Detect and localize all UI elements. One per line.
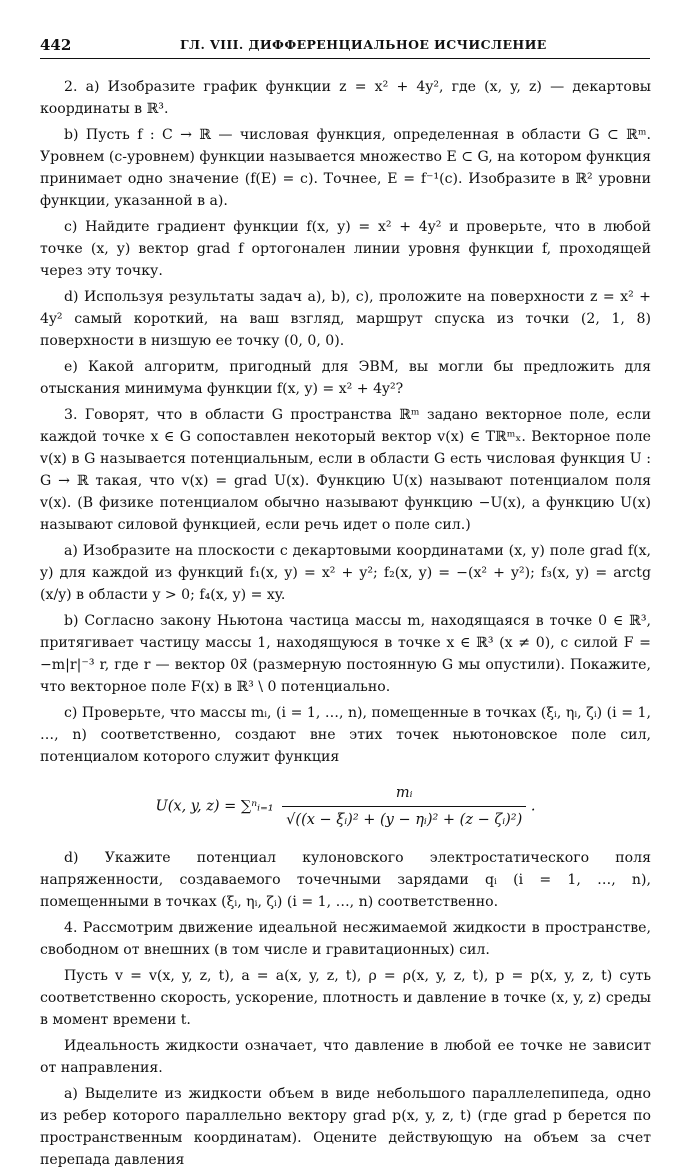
paragraph: Пусть v = v(x, y, z, t), a = a(x, y, z, t), ρ = ρ(x, y, z, t), p = p(x, y, z, t) суть соответственно скорость, ускорение, плотность и давление в точке (x, y, z) среды в момент времени t. xyxy=(40,968,651,1028)
running-title: ГЛ. VIII. ДИФФЕРЕНЦИАЛЬНОЕ ИСЧИСЛЕНИЕ xyxy=(180,37,547,52)
formula-numerator: mᵢ xyxy=(282,780,526,807)
paragraph: e) Какой алгоритм, пригодный для ЭВМ, вы могли бы предложить для отыскания минимума функции f(x, y) = x² + 4y²? xyxy=(40,359,651,397)
paragraph: b) Согласно закону Ньютона частица массы m, находящаяся в точке 0 ∈ ℝ³, притягивает частицу массы 1, находящуюся в точке x ∈ ℝ³ (x ≠ 0), с силой F = −m|r|⁻³ r, где r — вектор 0x⃗ (размерную постоянную G мы опустили). Покажите, что векторное поле F(x) в ℝ³ \ 0 потенциально. xyxy=(40,613,651,695)
formula-end: . xyxy=(530,798,536,815)
paragraph: d) Используя результаты задач a), b), c), проложите на поверхности z = x² + 4y² самый короткий, на ваш взгляд, маршрут спуска из точки (2, 1, 8) поверхности в низшую ее точку (0, 0, 0). xyxy=(40,289,651,349)
formula-fraction xyxy=(282,780,526,833)
paragraph: a) Выделите из жидкости объем в виде небольшого параллелепипеда, одно из ребер которого параллельно вектору grad p(x, y, z, t) (где grad p берется по пространственным координатам). Оцените действующую на объем за счет перепада давления xyxy=(40,1086,651,1168)
formula-denominator: √((x − ξᵢ)² + (y − ηᵢ)² + (z − ζᵢ)²) xyxy=(286,812,523,828)
paragraph: c) Проверьте, что массы mᵢ, (i = 1, …, n), помещенные в точках (ξᵢ, ηᵢ, ζᵢ) (i = 1, …, n) соответственно, создают вне этих точек ньютоновское поле сил, потенциалом которого служит функция xyxy=(40,705,651,765)
page-body xyxy=(40,76,651,1175)
formula-lhs: U(x, y, z) = ∑ⁿᵢ₌₁ xyxy=(155,798,274,815)
paragraph: 2. a) Изобразите график функции z = x² + 4y², где (x, y, z) — декартовы координаты в ℝ³. xyxy=(40,79,651,117)
paragraph: a) Изобразите на плоскости с декартовыми координатами (x, y) поле grad f(x, y) для каждой из функций f₁(x, y) = x² + y²; f₂(x, y) = −(x² + y²); f₃(x, y) = arctg (x/y) в области y > 0; f₄(x, y) = xy. xyxy=(40,543,651,603)
paragraph: b) Пусть f : C → ℝ — числовая функция, определенная в области G ⊂ ℝᵐ. Уровнем (c-уровнем) функции называется множество E ⊂ G, на котором функция принимает одно значение (f(E) = c). Точнее, E = f⁻¹(c). Изобразите в ℝ² уровни функции, указанной в a). xyxy=(40,127,651,209)
running-header xyxy=(40,34,650,59)
paragraph: c) Найдите градиент функции f(x, y) = x² + 4y² и проверьте, что в любой точке (x, y) вектор grad f ортогонален линии уровня функции f, проходящей через эту точку. xyxy=(40,219,651,279)
potential-formula xyxy=(40,780,651,833)
paragraph: d) Укажите потенциал кулоновского электростатического поля напряженности, создаваемого точечными зарядами qᵢ (i = 1, …, n), помещенными в точках (ξᵢ, ηᵢ, ζᵢ) (i = 1, …, n) соответственно. xyxy=(40,850,651,910)
paragraph: 4. Рассмотрим движение идеальной несжимаемой жидкости в пространстве, свободном от внешних (в том числе и гравитационных) сил. xyxy=(40,920,651,958)
paragraph: 3. Говорят, что в области G пространства ℝᵐ задано векторное поле, если каждой точке x ∈ G сопоставлен некоторый вектор v(x) ∈ Tℝᵐₓ. Векторное поле v(x) в G называется потенциальным, если в области G есть числовая функция U : G → ℝ такая, что v(x) = grad U(x). Функцию U(x) называют потенциалом поля v(x). (В физике потенциалом обычно называют функцию −U(x), а функцию U(x) называют силовой функцией, если речь идет о поле сил.) xyxy=(40,407,651,533)
page-number: 442 xyxy=(40,36,72,54)
paragraph: Идеальность жидкости означает, что давление в любой ее точке не зависит от направления. xyxy=(40,1038,651,1076)
